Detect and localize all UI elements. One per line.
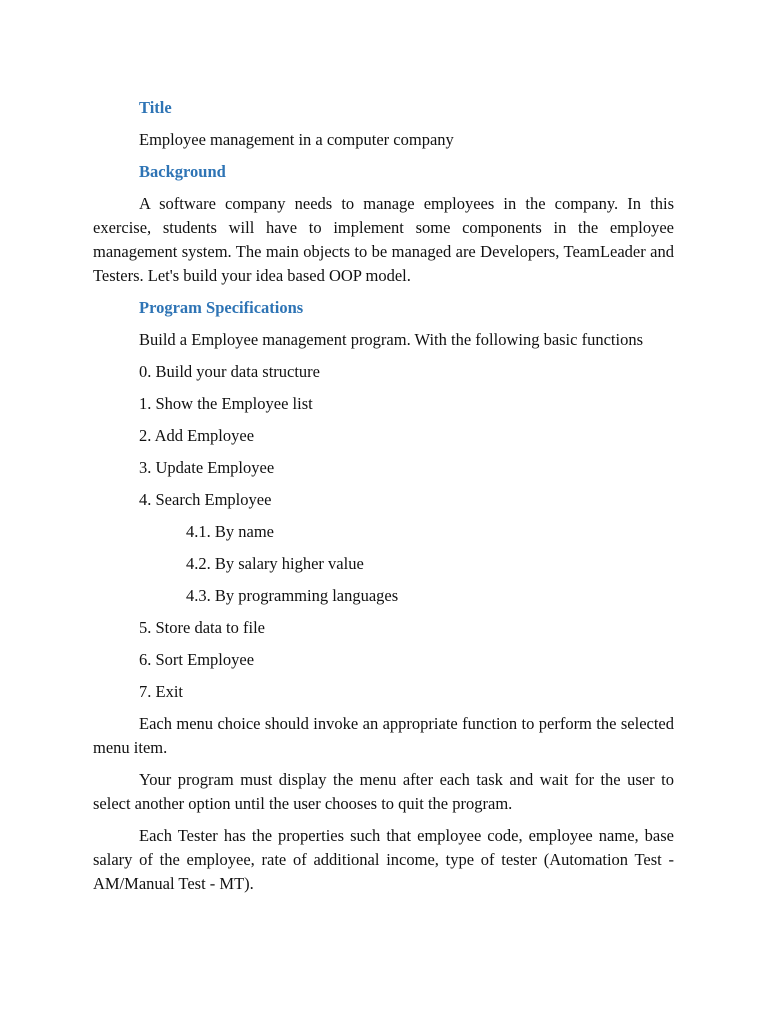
menu-item-1: 1. Show the Employee list: [139, 394, 313, 413]
tester-paragraph: Each Tester has the properties such that employee code, employee name, base salary of the employee, rate of additional income, type of tester (Automation Test - AM/Manual Test - MT).: [93, 826, 674, 893]
menu-item-2: 2. Add Employee: [139, 426, 255, 445]
search-subitem-3: 4.3. By programming languages: [186, 586, 399, 605]
search-subitem-2: 4.2. By salary higher value: [186, 554, 364, 573]
menu-item-3: 3. Update Employee: [139, 458, 275, 477]
document-page: [93, 96, 674, 904]
menu-choice-paragraph: Each menu choice should invoke an appropriate function to perform the selected menu item.: [93, 714, 674, 757]
menu-item-5: 5. Store data to file: [139, 618, 266, 637]
menu-item-4: 4. Search Employee: [139, 490, 272, 509]
background-paragraph: A software company needs to manage employees in the company. In this exercise, students will have to implement some components in the employee management system. The main objects to be managed are Developers, TeamLeader and Testers. Let's build your idea based OOP model.: [93, 194, 674, 285]
menu-item-0: 0. Build your data structure: [139, 362, 321, 381]
spec-intro-paragraph: Build a Employee management program. With the following basic functions: [139, 330, 643, 349]
display-menu-paragraph: Your program must display the menu after each task and wait for the user to select another option until the user chooses to quit the program.: [93, 770, 674, 813]
menu-item-7: 7. Exit: [139, 682, 183, 701]
menu-item-6: 6. Sort Employee: [139, 650, 255, 669]
search-subitem-1: 4.1. By name: [186, 522, 274, 541]
program-specifications-heading: Program Specifications: [139, 298, 304, 317]
title-text: Employee management in a computer company: [139, 130, 454, 149]
title-heading: Title: [139, 98, 172, 117]
background-heading: Background: [139, 162, 226, 181]
